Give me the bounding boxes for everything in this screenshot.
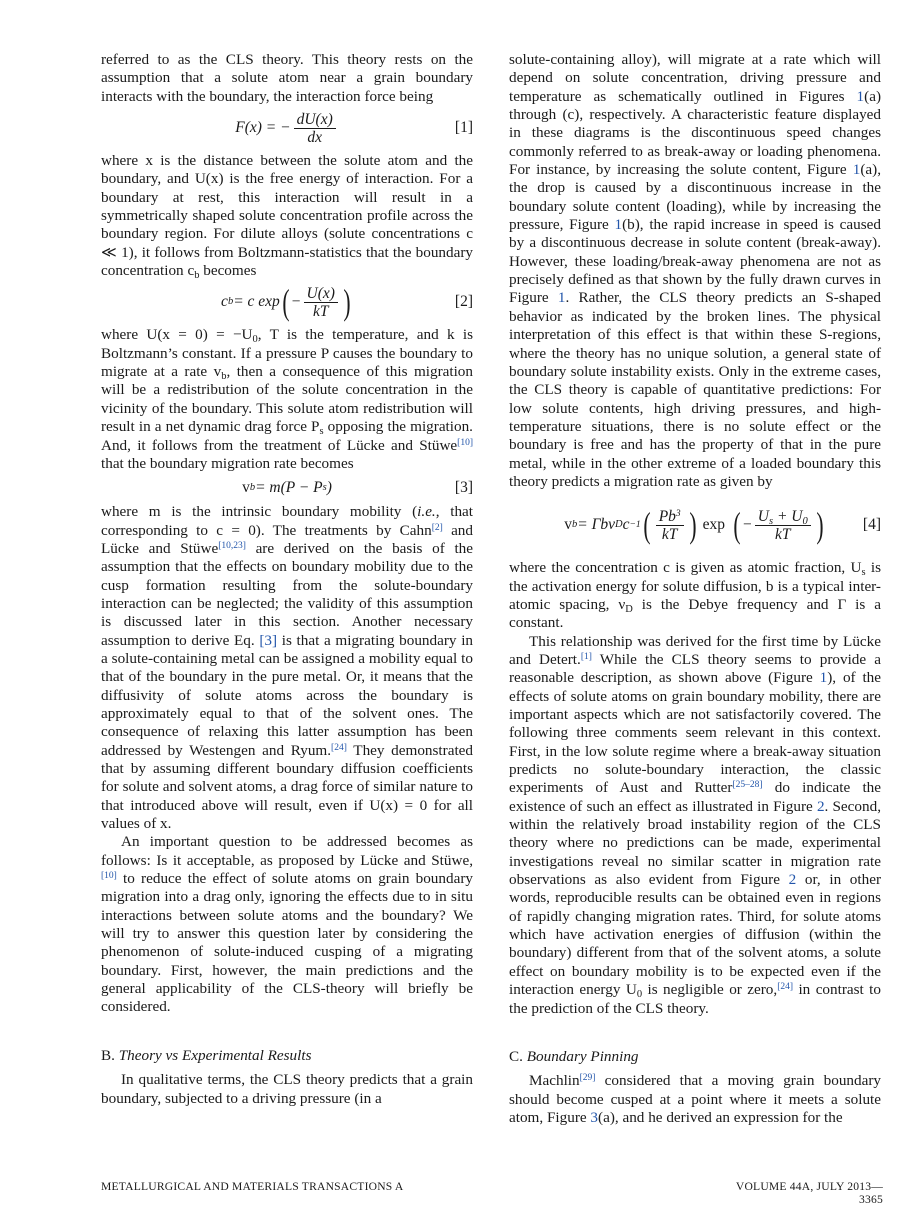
subscript: b — [194, 270, 200, 282]
section-title: Boundary Pinning — [526, 1047, 639, 1065]
equation-2: c b = c exp ( − $\frac{U(x)}{kT}$ ) [2] — [221, 282, 473, 323]
numerator-text: Pb — [658, 507, 676, 525]
paragraph-text: is that a migrating boundary in a solute-containing metal can be assigned a mobility equal to that of the boundary in the pure metal. Or, it means that the diffusivity of solute atoms across the boundary is approximately equal to that of the solvent ones. The consequence of relaxing this latter assumption has been addressed by Westengen and Ryum. — [101, 631, 474, 759]
equation-3: v b = m(P − P s ) [3] — [242, 479, 473, 497]
paragraph-text: to reduce the effect of solute atoms on grain boundary migration into a drag only, ignoring the effects due to in situ interactions between solute atoms and the boundary? We will try to answer this question later by considering the phenomenon of solute-induced cusping of a migrating boundary. First, however, the main predictions and the general applicability of the CLS-theory will briefly be considered. — [101, 870, 473, 1016]
paragraph — [101, 503, 473, 833]
section-letter: B. — [101, 1046, 115, 1064]
subscript: D — [625, 603, 633, 615]
paragraph — [101, 833, 473, 1016]
paragraph-text: where x is the distance between the solute atom and the boundary, and U(x) is the free energy of interaction. For a boundary at rest, this interaction will result in a symmetrically shaped solute concentration profile across the boundary region. For dilute alloys (solute concentrations c ≪ 1), it follows from Boltzmann-statistics that the boundary concentration c — [101, 152, 473, 280]
paragraph-text: In qualitative terms, the CLS theory predicts that a grain boundary, subjected to a driving pressure (in a — [101, 1071, 473, 1107]
paragraph-text: is the activation energy for solute diffusion, b is a typical inter-atomic spacing, ν — [509, 559, 881, 613]
paragraph-text: that the boundary migration rate becomes — [101, 454, 354, 472]
superscript: 3 — [675, 508, 681, 519]
figure-link[interactable]: 1 — [614, 216, 623, 234]
figure-link[interactable]: 2 — [788, 871, 797, 889]
fraction-denominator: kT — [661, 525, 678, 543]
citation-link[interactable]: [25–28] — [732, 780, 763, 791]
paragraph — [101, 51, 473, 106]
equation-lhs: c — [221, 293, 228, 311]
left-column — [101, 51, 473, 1108]
section-heading — [509, 1048, 881, 1066]
paragraph-text: solute-containing alloy), will migrate at a rate which will depend on solute concentration, driving pressure and temperature as schematically outlined in Figures — [509, 51, 881, 105]
equation-number: [4] — [862, 516, 881, 534]
paragraph — [101, 1071, 473, 1108]
subscript: 0 — [802, 515, 808, 527]
equation-lhs: F(x) = − — [235, 118, 291, 136]
equation-term: = m(P − P — [255, 479, 323, 497]
numerator-text: + U — [773, 507, 803, 525]
subscript: s — [319, 426, 324, 438]
exp-function: exp — [702, 516, 726, 534]
fraction-denominator: kT — [313, 302, 329, 320]
numerator-text: U — [757, 507, 769, 525]
paragraph-text: referred to as the CLS theory. This theory rests on the assumption that a solute atom near a grain boundary interacts with the boundary, the interaction force being — [101, 51, 473, 105]
paragraph-text: This relationship was derived for the first time by Lücke and Detert. — [509, 632, 881, 668]
paragraph-text: becomes — [199, 262, 257, 280]
paragraph — [509, 51, 881, 491]
fraction-denominator: kT — [775, 525, 791, 543]
footer-journal: METALLURGICAL AND MATERIALS TRANSACTIONS A — [101, 1180, 404, 1193]
citation-link[interactable]: [1] — [580, 651, 592, 662]
equation-number: [2] — [454, 293, 473, 311]
right-paren: ) — [689, 505, 697, 546]
paragraph-text: do indicate the existence of such an effect as illustrated in Figure — [509, 779, 881, 815]
subscript: b — [221, 371, 227, 383]
equation-term: = Γbν — [577, 516, 616, 534]
subscript: s — [861, 567, 866, 579]
equation-4: v b = Γbν D c −1 ( $\frac{Pb^3}{kT}$ ) exp ( − $\frac{U_s + U_0}{kT}$ ) [4] — [564, 505, 881, 546]
paragraph — [101, 326, 473, 473]
figure-link[interactable]: 1 — [856, 87, 865, 105]
citation-link[interactable]: [24] — [331, 742, 347, 753]
fraction-numerator: U(x) — [304, 285, 338, 303]
paragraph-text: . Rather, the CLS theory predicts an S-shaped behavior as indicated by the broken lines. The physical interpretation of this effect is that within these S-regions, where the theory has no unique solution, a general state of boundary solute instability exists. Only in the extreme cases, the CLS theory is capable of quantitative predictions: For low solute contents, high driving pressures, and high-temperature situations, there is no solute effect or the boundary is free and has the property of that in the pure metal, while in the other extreme of a loaded boundary this theory predicts a migration rate as given by — [509, 289, 882, 490]
citation-link[interactable]: [2] — [431, 522, 443, 533]
paragraph-text: (a) through (c), respectively. A characteristic feature displayed in these diagrams is the discontinuous speed changes commonly referred to as break-away or loading phenomena. For instance, by increasing the solute content, Figure — [509, 87, 881, 179]
paragraph-text: While the CLS theory seems to provide a reasonable description, as shown above (Figure — [509, 650, 882, 687]
right-column — [509, 51, 881, 1127]
paragraph — [509, 559, 881, 632]
paragraph-text: An important question to be addressed becomes as follows: Is it acceptable, as proposed by Lücke and Stüwe, — [101, 833, 473, 869]
citation-link[interactable]: [10] — [101, 871, 117, 882]
section-heading — [101, 1047, 473, 1065]
equation-1 — [101, 110, 473, 146]
equation-term: c — [622, 516, 630, 534]
fraction-numerator: dU(x) — [294, 111, 336, 129]
footer-volume: VOLUME 44A, JULY 2013—3365 — [735, 1180, 883, 1206]
figure-link[interactable]: 1 — [557, 289, 566, 307]
paragraph-text: ), of the effects of solute atoms on grain boundary mobility, there are important aspects which are not satisfactorily covered. The following three comments seem relevant in this context. First, in the low solute regime where a break-away situation predicts no solute-boundary interaction, the classic experiments of Aust and Rutter — [509, 669, 882, 797]
citation-link[interactable]: [29] — [579, 1073, 596, 1084]
paragraph-text: Machlin — [529, 1072, 580, 1090]
equation-link[interactable]: [3] — [259, 631, 278, 649]
paragraph-text: , that corresponding to c = 0). The treatments by Cahn — [101, 503, 474, 539]
paragraph-text: where the concentration c is given as atomic fraction, U — [509, 559, 862, 577]
citation-link[interactable]: [24] — [777, 982, 794, 993]
paragraph-text: . Second, within the relatively broad instability region of the CLS theory where no predictions can be made, experimental investigations reveal no similar scatter in migration rate observations as also evident from Figure — [509, 797, 881, 889]
paragraph — [509, 633, 881, 1018]
paragraph — [509, 1072, 881, 1127]
paragraph-text: , then a consequence of this migration will be a redistribution of the solute concentration in the vicinity of the boundary. This solute atom redistribution will result in a net dynamic drag force P — [101, 363, 473, 436]
paragraph-text: are derived on the basis of the assumption that the effects on boundary mobility due to the cusp formation resulting from the solute-boundary interaction can be neglected; the validity of this assumption is discussed later in this section. Another necessary assumption to derive Eq. — [101, 539, 473, 649]
fraction — [755, 508, 811, 543]
section-letter: C. — [509, 1047, 523, 1065]
paragraph-text: where U(x = 0) = −U — [101, 326, 253, 344]
paragraph-text: considered that a moving grain boundary should become cusped at a point where it meets a solute atom, Figure — [509, 1072, 881, 1126]
paragraph-text: is negligible or zero, — [642, 981, 778, 999]
fraction-numerator — [755, 508, 811, 526]
left-paren: ( — [643, 505, 651, 546]
paragraph-text: (b), the rapid increase in speed is caused by a discontinuous decrease in solute content (break-away). However, these loading/break-away phenomena are not as precisely defined as that shown by the fully drawn curves in Figure — [509, 216, 881, 307]
citation-link[interactable]: [10,23] — [218, 540, 246, 551]
citation-link[interactable]: [10] — [457, 437, 473, 448]
paragraph-text: in contrast to the prediction of the CLS theory. — [509, 981, 881, 1017]
equation-lhs: v — [242, 479, 250, 497]
equation-term: = c exp — [233, 293, 280, 311]
equation-number: [1] — [454, 118, 473, 136]
paragraph-text: , T is the temperature, and k is Boltzmann’s constant. If a pressure P causes the boundary to migrate at a rate v — [101, 326, 473, 381]
left-paren: ( — [733, 505, 741, 546]
paragraph — [101, 152, 473, 280]
fraction — [294, 111, 336, 146]
left-paren: ( — [282, 282, 290, 323]
equation-term: ) — [326, 479, 332, 497]
right-paren: ) — [343, 282, 351, 323]
paragraph-text: is the Debye frequency and Γ is a constant. — [509, 595, 881, 632]
figure-link[interactable]: 1 — [852, 161, 861, 179]
paragraph-text: opposing the migration. And, it follows from the treatment of Lücke and Stüwe — [101, 418, 473, 454]
fraction-denominator: dx — [307, 128, 322, 146]
figure-link[interactable]: 3 — [590, 1108, 599, 1126]
equation-lhs: v — [564, 516, 572, 534]
fraction-numerator — [656, 508, 684, 526]
equation-number: [3] — [454, 479, 473, 497]
subscript: s — [769, 515, 774, 527]
paragraph-text: and Lücke and Stüwe — [101, 521, 473, 557]
paragraph-text: (a), and he derived an expression for the — [598, 1108, 843, 1126]
right-paren: ) — [816, 505, 824, 546]
figure-link[interactable]: 2 — [816, 797, 825, 815]
paragraph-text: where m is the intrinsic boundary mobility ( — [101, 503, 418, 521]
paragraph-text: They demonstrated that by assuming different boundary diffusion coefficients for solute and solvent atoms, a drag force of similar nature to that introduced above will result, even if U(x) = 0 for all values of x. — [101, 741, 473, 833]
paragraph-text: (a), the drop is caused by a discontinuous increase in the boundary solute content (loading), while by increasing the pressure, Figure — [509, 161, 881, 234]
subscript: 0 — [636, 989, 643, 1001]
section-title: Theory vs Experimental Results — [118, 1046, 312, 1064]
italic-text: i.e. — [417, 503, 436, 521]
subscript: 0 — [252, 334, 258, 346]
figure-link[interactable]: 1 — [819, 669, 828, 687]
paragraph-text: or, in other words, reproducible results can be obtained even in regions of rapidly changing migration rates. Third, for solute atoms which have activation energies of diffusion (within the boundary) different from that of the solvent atoms, a solute effect on boundary mobility is to be expected even if the interaction energy U — [509, 871, 882, 999]
fraction — [656, 508, 684, 543]
fraction — [304, 285, 338, 320]
